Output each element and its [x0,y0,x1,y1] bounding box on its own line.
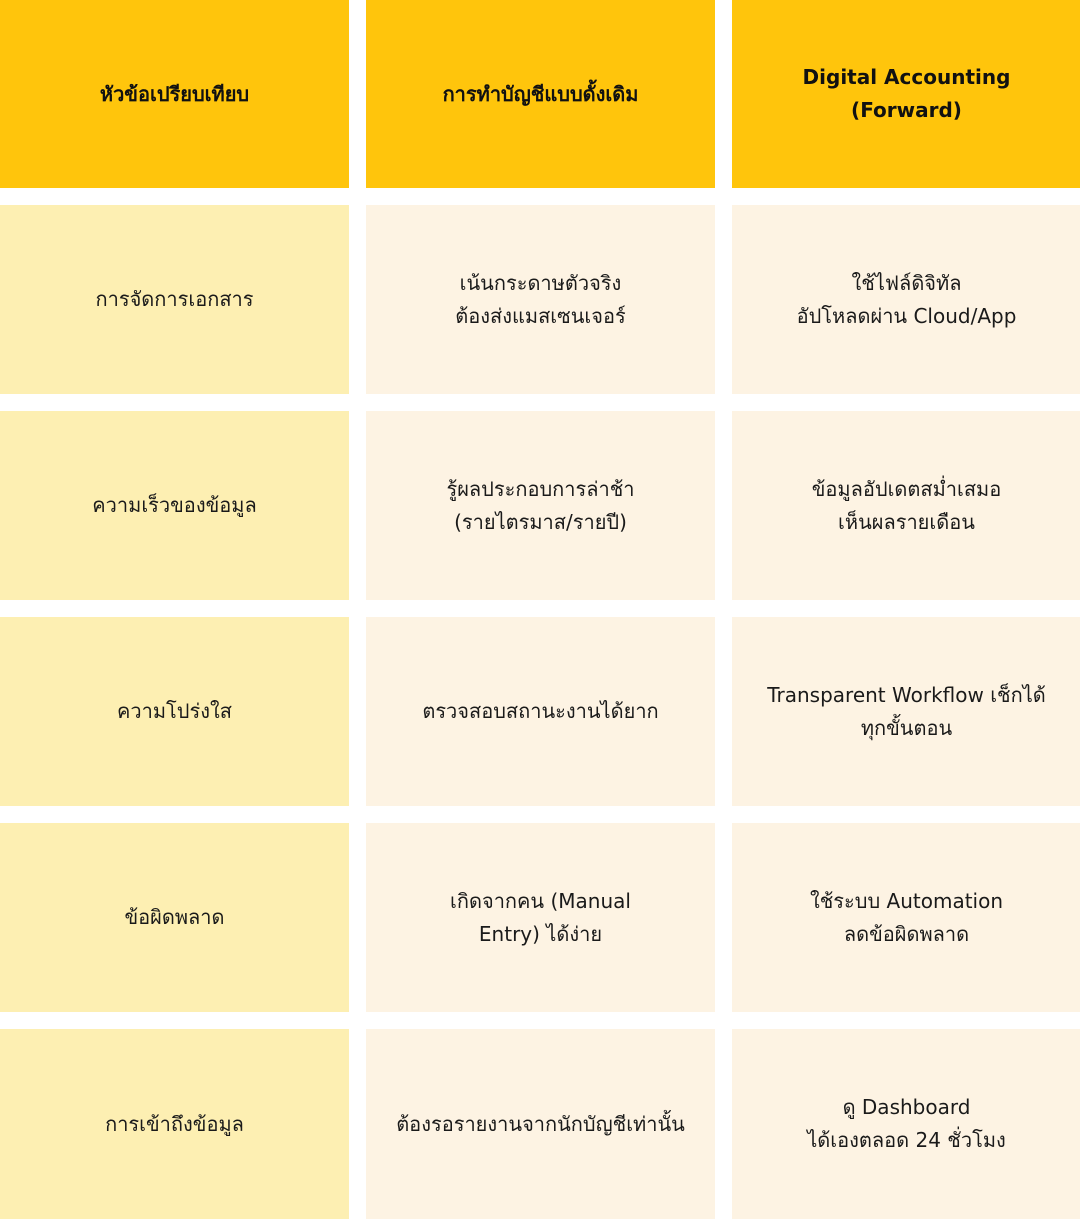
header-traditional-cell [366,0,715,188]
row-2-traditional-line2: (รายไตรมาส/รายปี) [454,509,627,534]
row-2-traditional-cell [366,411,715,600]
row-5-digital-line1: ดู Dashboard [842,1095,971,1119]
row-5-topic-cell [0,1029,349,1219]
row-2-topic: ความเร็วของข้อมูล [92,493,257,517]
row-3-topic-cell [0,617,349,806]
header-traditional-label: การทำบัญชีแบบดั้งเดิม [442,81,639,106]
row-1-traditional-cell [366,205,715,394]
row-3-traditional-cell [366,617,715,806]
row-1-topic-cell [0,205,349,394]
row-1-digital-line1: ใช้ไฟล์ดิจิทัล [851,270,962,295]
header-topic-label: หัวข้อเปรียบเทียบ [99,81,250,106]
row-4-traditional-line1: เกิดจากคน (Manual [450,888,631,913]
row-4-traditional-line2: Entry) ได้ง่าย [478,921,603,946]
row-1-topic: การจัดการเอกสาร [95,287,254,311]
row-4-digital-line2: ลดข้อผิดพลาด [843,921,970,946]
row-5-digital-line2: ได้เองตลอด 24 ชั่วโมง [807,1128,1006,1152]
header-topic-cell [0,0,349,188]
row-4-digital-cell [732,823,1080,1012]
header-digital-label-line2: (Forward) [851,98,962,122]
row-3-digital-cell [732,617,1080,806]
row-1-digital-line2: อัปโหลดผ่าน Cloud/App [796,303,1017,328]
row-3-digital-line1: Transparent Workflow เช็กได้ [767,682,1046,707]
row-2-traditional-line1: รู้ผลประกอบการล่าช้า [446,476,635,501]
row-5-topic: การเข้าถึงข้อมูล [105,1111,244,1136]
row-1-traditional-line2: ต้องส่งแมสเซนเจอร์ [455,303,626,328]
row-5-digital-cell [732,1029,1080,1219]
row-3-traditional-line1: ตรวจสอบสถานะงานได้ยาก [422,699,659,723]
row-2-topic-cell [0,411,349,600]
row-1-traditional-line1: เน้นกระดาษตัวจริง [459,270,622,295]
row-2-digital-line2: เห็นผลรายเดือน [838,509,975,534]
row-2-digital-cell [732,411,1080,600]
row-2-digital-line1: ข้อมูลอัปเดตสม่ำเสมอ [811,476,1002,501]
row-4-topic: ข้อผิดพลาด [124,905,225,929]
row-3-digital-line2: ทุกขั้นตอน [860,715,953,740]
row-4-traditional-cell [366,823,715,1012]
row-5-traditional-line1: ต้องรอรายงานจากนักบัญชีเท่านั้น [396,1111,685,1136]
row-4-topic-cell [0,823,349,1012]
row-4-digital-line1: ใช้ระบบ Automation [809,888,1004,913]
header-digital-label-line1: Digital Accounting [802,65,1011,89]
row-1-digital-cell [732,205,1080,394]
header-digital-cell [732,0,1080,188]
row-5-traditional-cell [366,1029,715,1219]
row-3-topic: ความโปร่งใส [117,699,232,723]
